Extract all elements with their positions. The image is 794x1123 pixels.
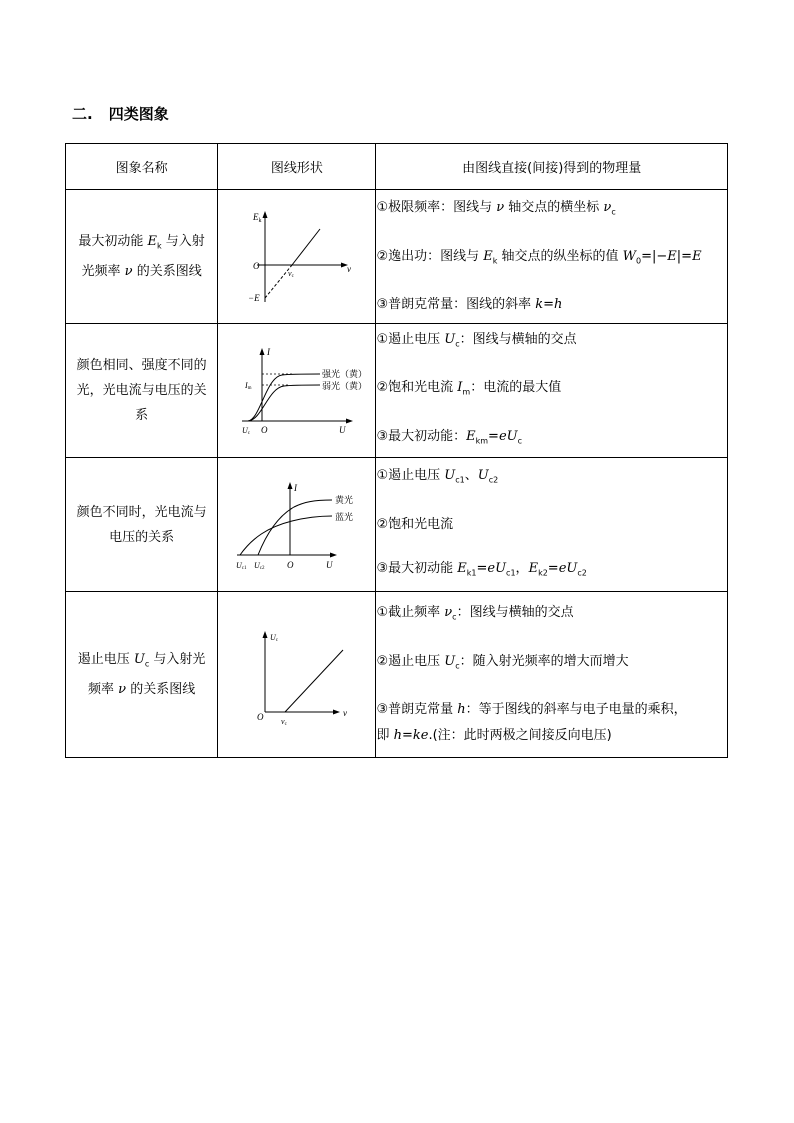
graph-line [285,650,343,712]
x-axis-label: U [325,559,333,570]
origin-label: O [260,424,268,435]
y-axis-label: $E_k$ [252,211,262,224]
x-axis-label: U [338,424,346,435]
quantity-line: 即 h=ke.(注：此时两极之间接反向电压) [376,728,612,744]
header-quantities: 由图线直接(间接)得到的物理量 [376,144,728,190]
quantities-cell [376,324,728,458]
weak-light-label: 弱光（黄） [321,380,367,391]
graph-name-cell [66,324,218,458]
graph-shape-cell [218,190,376,324]
table-row [66,592,728,758]
section-heading [72,103,169,124]
y-axis-arrow [262,631,267,638]
graph-name-line: 光频率 ν 的关系图线 [81,263,202,279]
graph-name-line: 遏止电压 $U_c$ 与入射光 [77,652,206,669]
stopping-voltage-vs-frequency-graph [237,620,357,730]
quantities-cell [376,190,728,324]
current-vs-voltage-color-graph [232,475,362,575]
quantity-line: ②饱和光电流 $I_m$：电流的最大值 [376,380,562,397]
y-axis-arrow [262,211,267,218]
x-axis-label: ν [346,263,351,274]
x-axis-arrow [346,418,353,423]
graph-name-cell [66,458,218,592]
section-title: 四类图象 [108,105,169,123]
quantity-line: ②饱和光电流 [376,516,454,532]
current-vs-voltage-intensity-graph [232,341,367,441]
saturation-current-label: Im [244,380,252,391]
graph-name-line: 频率 ν 的关系图线 [88,681,196,697]
graph-shape-cell [218,324,376,458]
quantity-line: ①极限频率：图线与 ν 轴交点的横坐标 $\nu_c$ [376,199,616,217]
graph-shape-cell [218,592,376,758]
strong-light-label: 强光（黄） [321,368,367,379]
quantities-cell [376,458,728,592]
y-intercept-label: −E [247,292,260,303]
ek-vs-frequency-graph [237,202,357,312]
quantity-line: ③普朗克常量 h：等于图线的斜率与电子电量的乘积， [376,702,687,718]
origin-label: O [256,711,264,722]
quantities-cell [376,592,728,758]
quantity-line: ①截止频率 $\nu_c$：图线与横轴的交点 [376,604,574,622]
table-row [66,324,728,458]
quantity-line: ②遏止电压 $U_c$：随入射光频率的增大而增大 [376,653,629,671]
section-number: 二. [72,105,93,123]
graph-summary-table [65,143,728,758]
graph-name-line: 电压的关系 [109,529,175,545]
graph-shape-cell [218,458,376,592]
yellow-light-label: 黄光 [334,494,353,505]
quantity-line: ①遏止电压 $U_c$：图线与横轴的交点 [376,331,577,349]
stopping-voltage-1-label: Uc1 [235,560,247,571]
graph-name-line: 颜色不同时，光电流与 [76,504,207,520]
graph-name-line: 颜色相同、强度不同的 [76,358,207,373]
quantity-line: ③最大初动能：$E_{km}=eU_c$ [376,428,523,446]
x-intercept-label: νc [280,716,287,727]
yellow-light-curve [258,500,332,555]
stopping-voltage-2-label: Uc2 [253,560,265,571]
y-axis-label: Uc [269,632,278,643]
graph-line [292,229,320,265]
origin-label: O [252,260,260,271]
quantity-line: ③最大初动能 $E_{k1}=eU_{c1}$，$E_{k2}=eU_{c2}$ [376,560,587,578]
table-row [66,190,728,324]
graph-name-line: 光，光电流与电压的关 [76,383,207,398]
quantity-line: ②逸出功：图线与 $E_k$ 轴交点的纵坐标的值 $W_0=|-E|=E$ [376,248,702,266]
header-graph-name: 图象名称 [66,144,218,190]
y-axis-arrow [259,348,264,355]
stopping-voltage-label: Uc [241,425,250,436]
blue-light-curve [240,516,332,555]
graph-name-cell [66,190,218,324]
origin-label: O [286,559,294,570]
x-intercept-label: νc [287,268,294,279]
graph-name-line: 最大初动能 $E_k$ 与入射 [78,234,205,251]
graph-name-line: 系 [135,408,149,423]
table-header-row [66,144,728,190]
table-row [66,458,728,592]
x-axis-arrow [330,552,337,557]
y-axis-label: I [266,346,270,357]
y-axis-label: I [293,482,297,493]
header-graph-shape: 图线形状 [218,144,376,190]
x-axis-arrow [333,709,340,714]
quantity-line: ③普朗克常量：图线的斜率 k=h [376,297,563,313]
weak-light-curve [248,385,320,421]
quantity-line: ①遏止电压 $U_{c1}$、$U_{c2}$ [376,467,499,485]
graph-name-cell [66,592,218,758]
x-axis-label: ν [342,707,347,718]
y-axis-arrow [287,482,292,489]
blue-light-label: 蓝光 [334,511,353,522]
